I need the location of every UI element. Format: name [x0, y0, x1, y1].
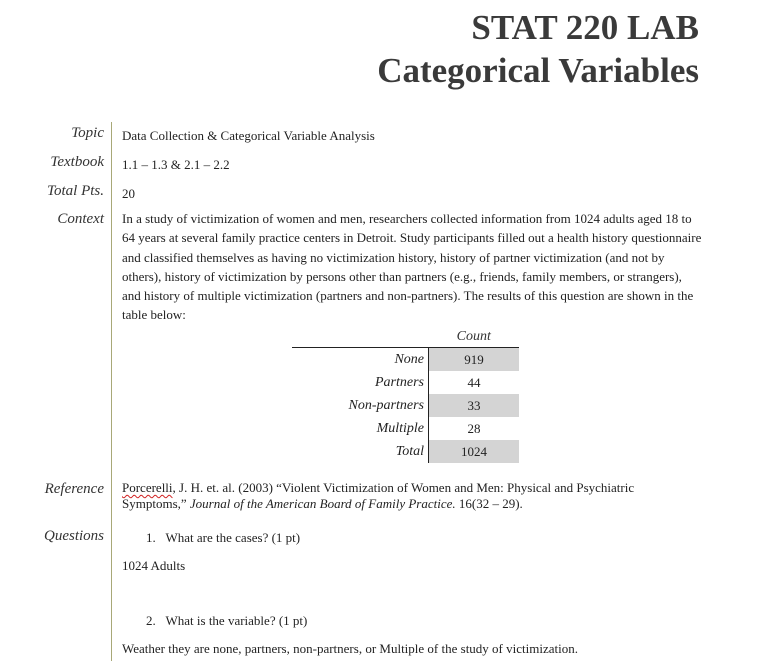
- total-pts-label: Total Pts.: [47, 183, 104, 199]
- topic-label: Topic: [71, 125, 104, 141]
- answer-2[interactable]: Weather they are none, partners, non-partners, or Multiple of the study of victimization.: [122, 641, 578, 656]
- textbook-value[interactable]: 1.1 – 1.3 & 2.1 – 2.2: [122, 157, 230, 172]
- page-title: [377, 6, 699, 92]
- reference-author: Porcerelli: [122, 480, 173, 495]
- reference-text[interactable]: [122, 480, 702, 512]
- title-line-1: STAT 220 LAB: [471, 8, 699, 47]
- row-count[interactable]: 33: [429, 394, 520, 417]
- row-count[interactable]: 44: [467, 374, 481, 390]
- row-label: Multiple: [292, 417, 429, 440]
- table-row: [292, 394, 519, 417]
- question-2: 2. What is the variable? (1 pt): [146, 613, 308, 628]
- reference-tail: 16(32 – 29).: [458, 496, 523, 511]
- table-row: [292, 371, 519, 394]
- reference-label: Reference: [44, 481, 104, 497]
- question-1: 1. What are the cases? (1 pt): [146, 530, 301, 545]
- table-row: [292, 440, 519, 463]
- reference-line-1: , J. H. et. al. (2003) “Violent Victimization of Women and Men: Physical and Psychiatric: [172, 480, 635, 495]
- answer-1[interactable]: 1024 Adults: [122, 558, 186, 573]
- row-count[interactable]: 1024: [429, 440, 520, 463]
- table-row: [292, 348, 519, 372]
- textbook-label: Textbook: [50, 154, 104, 170]
- row-count[interactable]: 28: [467, 420, 481, 436]
- table-row: [292, 417, 519, 440]
- row-count[interactable]: 919: [429, 348, 520, 372]
- title-line-2: Categorical Variables: [377, 51, 699, 90]
- topic-value[interactable]: Data Collection & Categorical Variable Analysis: [122, 128, 375, 143]
- row-label: None: [292, 348, 429, 372]
- margin-rule: [111, 122, 112, 661]
- count-table: [292, 327, 519, 463]
- context-label: Context: [57, 211, 104, 227]
- row-label: Total: [292, 440, 429, 463]
- context-text[interactable]: In a study of victimization of women and men, researchers collected information from 1024 adults aged 18 to 64 years at several family practice centers in Detroit. Study participants filled out a health history questionnaire and classified themselves as having no victimization history, history of partner victimization (and not by others), history of victimization by persons other than partners (e.g., friends, family members, or strangers), and history of multiple victimization (partners and non-partners). The results of this question are shown in the table below:: [122, 211, 702, 323]
- row-label: Non-partners: [292, 394, 429, 417]
- questions-label: Questions: [44, 528, 104, 544]
- reference-line-2: Symptoms,”: [122, 496, 187, 511]
- reference-journal: Journal of the American Board of Family Practice.: [189, 496, 456, 511]
- total-pts-value[interactable]: 20: [122, 186, 135, 201]
- row-label: Partners: [292, 371, 429, 394]
- count-header: Count: [456, 329, 491, 344]
